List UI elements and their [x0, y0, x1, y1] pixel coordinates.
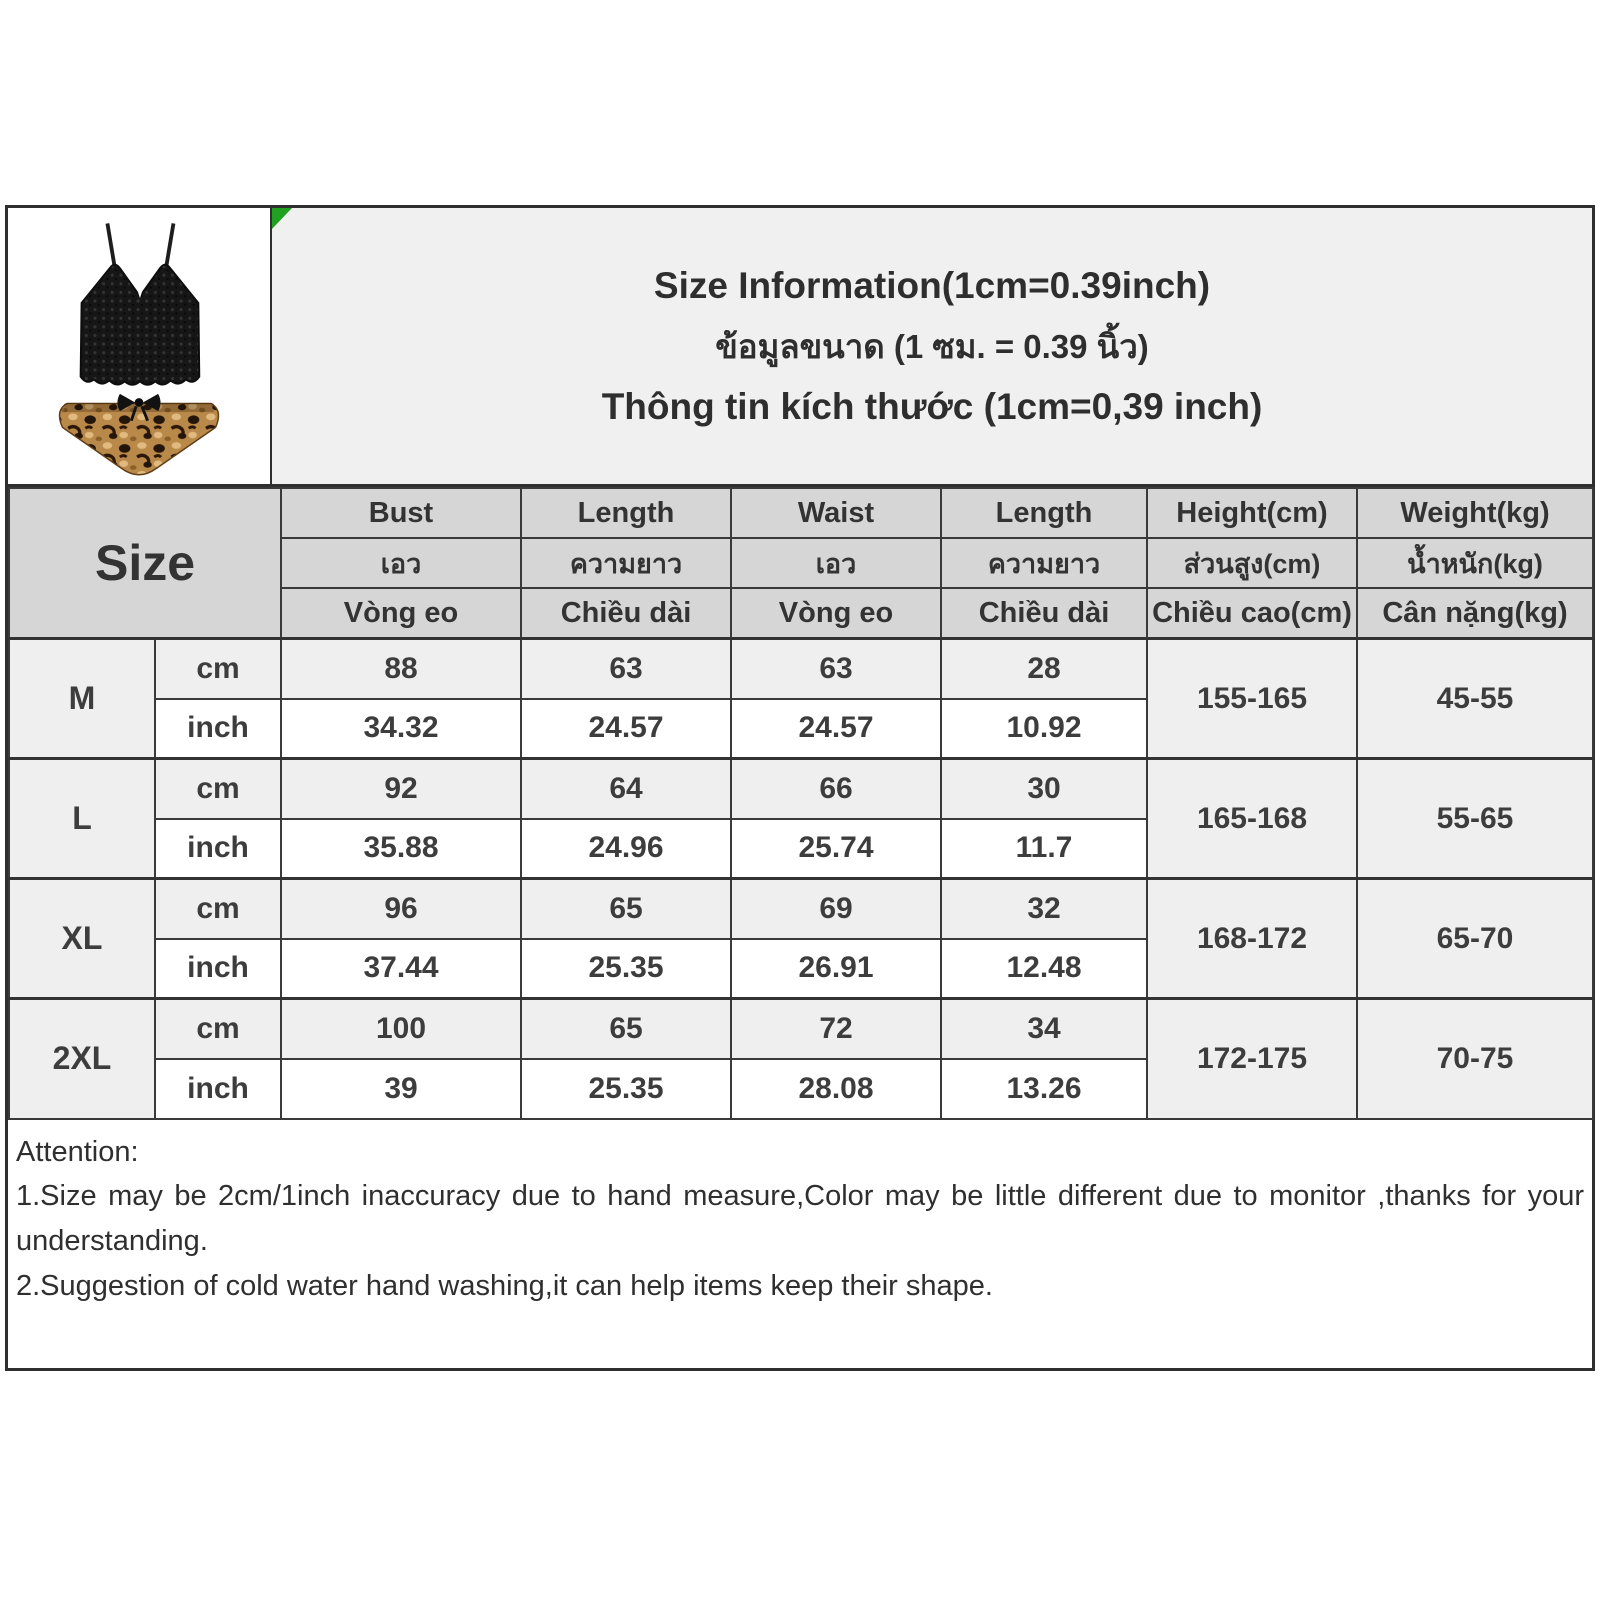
height-cell: 155-165 — [1147, 639, 1357, 759]
value-cell: 72 — [731, 999, 941, 1059]
size-label-2xl: 2XL — [9, 999, 155, 1119]
value-cell: 65 — [521, 999, 731, 1059]
col-header-weight-en: Weight(kg) — [1357, 488, 1593, 538]
size-label-m: M — [9, 639, 155, 759]
value-cell: 24.57 — [731, 699, 941, 759]
height-cell: 165-168 — [1147, 759, 1357, 879]
col-header-length1-vi: Chiều dài — [521, 588, 731, 639]
attention-note-1: 1.Size may be 2cm/1inch inaccuracy due to hand measure,Color may be little different due to monitor ,thanks for your understanding. — [16, 1180, 1584, 1258]
header-row — [8, 208, 1592, 487]
value-cell: 25.35 — [521, 939, 731, 999]
height-cell: 168-172 — [1147, 879, 1357, 999]
value-cell: 10.92 — [941, 699, 1147, 759]
value-cell: 30 — [941, 759, 1147, 819]
leopard-shorts — [60, 403, 219, 474]
value-cell: 35.88 — [281, 819, 521, 879]
value-cell: 66 — [731, 759, 941, 819]
value-cell: 63 — [731, 639, 941, 699]
unit-cell: inch — [155, 819, 281, 879]
table-row-xl-cm — [9, 879, 1593, 939]
value-cell: 69 — [731, 879, 941, 939]
col-header-height-en: Height(cm) — [1147, 488, 1357, 538]
col-header-bust-th: เอว — [281, 538, 521, 588]
value-cell: 26.91 — [731, 939, 941, 999]
height-cell: 172-175 — [1147, 999, 1357, 1119]
weight-cell: 55-65 — [1357, 759, 1593, 879]
value-cell: 25.74 — [731, 819, 941, 879]
col-header-waist-en: Waist — [731, 488, 941, 538]
value-cell: 65 — [521, 879, 731, 939]
col-header-length2-vi: Chiều dài — [941, 588, 1147, 639]
col-header-waist-th: เอว — [731, 538, 941, 588]
value-cell: 25.35 — [521, 1059, 731, 1119]
cami-strap-right — [166, 223, 174, 269]
value-cell: 28 — [941, 639, 1147, 699]
col-header-height-vi: Chiều cao(cm) — [1147, 588, 1357, 639]
size-column-header: Size — [9, 488, 281, 639]
col-header-length2-en: Length — [941, 488, 1147, 538]
table-row-m-cm — [9, 639, 1593, 699]
col-header-waist-vi: Vòng eo — [731, 588, 941, 639]
col-header-weight-vi: Cân nặng(kg) — [1357, 588, 1593, 639]
size-chart-content — [5, 205, 1595, 1371]
value-cell: 11.7 — [941, 819, 1147, 879]
col-header-bust-en: Bust — [281, 488, 521, 538]
unit-cell: cm — [155, 639, 281, 699]
col-header-length2-th: ความยาว — [941, 538, 1147, 588]
value-cell: 34.32 — [281, 699, 521, 759]
unit-cell: cm — [155, 999, 281, 1059]
green-corner-marker-icon — [272, 208, 292, 229]
unit-cell: inch — [155, 939, 281, 999]
title-english: Size Information(1cm=0.39inch) — [653, 264, 1211, 306]
value-cell: 96 — [281, 879, 521, 939]
unit-cell: cm — [155, 879, 281, 939]
attention-section — [8, 1120, 1592, 1368]
value-cell: 24.57 — [521, 699, 731, 759]
col-header-length1-th: ความยาว — [521, 538, 731, 588]
weight-cell: 70-75 — [1357, 999, 1593, 1119]
title-block — [272, 208, 1592, 484]
unit-cell: cm — [155, 759, 281, 819]
value-cell: 92 — [281, 759, 521, 819]
col-header-length1-en: Length — [521, 488, 731, 538]
value-cell: 63 — [521, 639, 731, 699]
value-cell: 24.96 — [521, 819, 731, 879]
value-cell: 100 — [281, 999, 521, 1059]
value-cell: 88 — [281, 639, 521, 699]
value-cell: 13.26 — [941, 1059, 1147, 1119]
col-header-weight-th: น้ำหนัก(kg) — [1357, 538, 1593, 588]
cami-strap-left — [107, 223, 115, 269]
col-header-bust-vi: Vòng eo — [281, 588, 521, 639]
title-thai: ข้อมูลขนาด (1 ซม. = 0.39 นิ้ว) — [715, 327, 1149, 365]
value-cell: 12.48 — [941, 939, 1147, 999]
unit-cell: inch — [155, 1059, 281, 1119]
table-row-2xl-cm — [9, 999, 1593, 1059]
size-label-l: L — [9, 759, 155, 879]
value-cell: 32 — [941, 879, 1147, 939]
size-label-xl: XL — [9, 879, 155, 999]
header-row-english — [9, 488, 1593, 538]
product-photo-lingerie-set — [14, 212, 264, 480]
product-image — [8, 208, 272, 484]
bow-knot — [135, 398, 144, 407]
title-vietnamese: Thông tin kích thước (1cm=0,39 inch) — [601, 385, 1263, 427]
table-row-l-cm — [9, 759, 1593, 819]
col-header-height-th: ส่วนสูง(cm) — [1147, 538, 1357, 588]
value-cell: 28.08 — [731, 1059, 941, 1119]
value-cell: 64 — [521, 759, 731, 819]
weight-cell: 45-55 — [1357, 639, 1593, 759]
value-cell: 39 — [281, 1059, 521, 1119]
value-cell: 34 — [941, 999, 1147, 1059]
value-cell: 37.44 — [281, 939, 521, 999]
unit-cell: inch — [155, 699, 281, 759]
attention-note-2: 2.Suggestion of cold water hand washing,it can help items keep their shape. — [16, 1270, 993, 1303]
weight-cell: 65-70 — [1357, 879, 1593, 999]
size-table — [8, 487, 1594, 1120]
attention-heading: Attention: — [16, 1135, 139, 1168]
